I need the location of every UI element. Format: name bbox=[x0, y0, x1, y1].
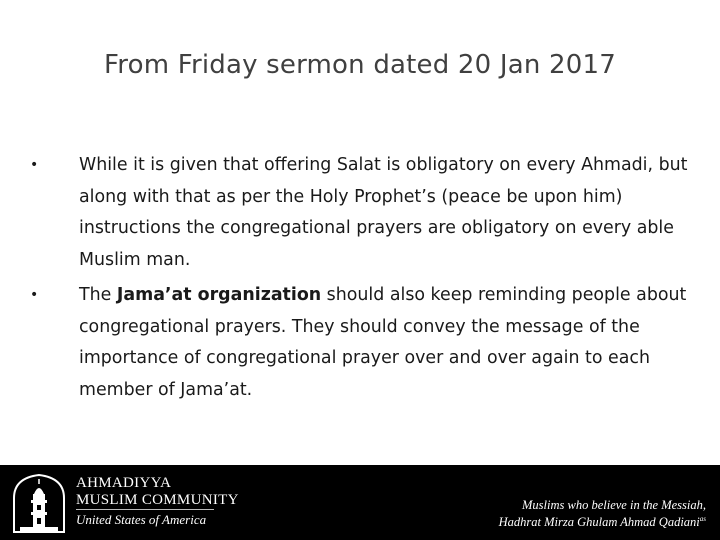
org-name-line2: MUSLIM COMMUNITY bbox=[76, 492, 239, 508]
bullet-item bbox=[30, 280, 690, 406]
bullet-text-after: should also keep reminding people about congregational prayers. They should convey the message of the importance of congregational prayer over and over again to each member of Jama’at. bbox=[79, 285, 687, 400]
bullet-icon: • bbox=[30, 157, 39, 173]
bullet-item bbox=[30, 150, 690, 276]
bullet-list bbox=[30, 150, 690, 410]
bullet-text-bold: Jama’at organization bbox=[116, 285, 322, 305]
tagline-line2 bbox=[499, 515, 706, 530]
tagline-superscript: as bbox=[699, 515, 706, 523]
slide-title: From Friday sermon dated 20 Jan 2017 bbox=[104, 50, 616, 80]
org-name-line1: AHMADIYYA bbox=[76, 475, 172, 491]
mosque-minaret-icon bbox=[10, 472, 68, 534]
tagline-line2-text: Hadhrat Mirza Ghulam Ahmad Qadiani bbox=[498, 515, 700, 530]
bullet-text-before: The bbox=[79, 285, 117, 305]
org-divider bbox=[76, 509, 214, 510]
bullet-text: While it is given that offering Salat is obligatory on every Ahmadi, but along with that as per the Holy Prophet’s (peace be upon him) instructions the congregational prayers are obligatory on every able Muslim man. bbox=[79, 155, 688, 270]
tagline-line1: Muslims who believe in the Messiah, bbox=[522, 498, 706, 512]
footer-bar bbox=[0, 465, 720, 540]
bullet-icon: • bbox=[30, 287, 39, 303]
org-country: United States of America bbox=[76, 512, 207, 527]
